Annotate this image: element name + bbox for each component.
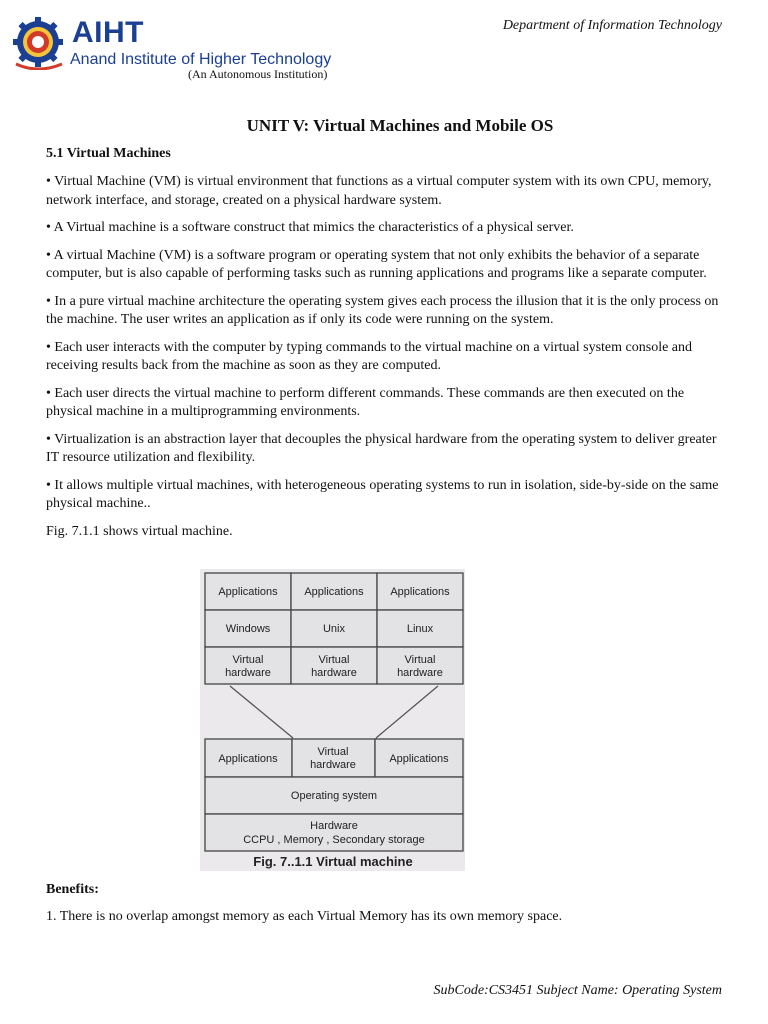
paragraph: • Virtualization is an abstraction layer that decouples the physical hardware from the operating system to deliver greater IT resource utilization and flexibility. (46, 431, 717, 465)
vm3-virtual-label: Virtual (404, 654, 436, 666)
vm1-hardware-label: hardware (225, 667, 271, 679)
host-hardware-label: hardware (310, 759, 356, 771)
paragraph: • Virtual Machine (VM) is virtual environment that functions as a virtual computer system with its own CPU, memory, network interface, and storage, created on a physical hardware system. (46, 174, 712, 208)
vm2-virtual-label: Virtual (318, 654, 350, 666)
benefits-heading: Benefits: (46, 882, 99, 897)
paragraph: • Each user interacts with the computer by typing commands to the virtual machine on a virtual system console and receiving results back from the machine as soon as they are computed. (46, 339, 693, 373)
section-body (46, 173, 722, 550)
hardware-label: Hardware (310, 820, 358, 832)
vm2-applications-label: Applications (304, 586, 364, 598)
vm3-applications-label: Applications (390, 586, 450, 598)
operating-system-label: Operating system (290, 790, 378, 802)
host-virtual-label: Virtual (317, 746, 349, 758)
section-heading: 5.1 Virtual Machines (46, 146, 171, 161)
virtual-machine-figure (200, 569, 465, 871)
paragraph: • A Virtual machine is a software construct that mimics the characteristics of a physical server. (46, 220, 574, 235)
institute-abbreviation: AIHT (72, 16, 144, 49)
paragraph: • A virtual Machine (VM) is a software program or operating system that not only exhibits the behavior of a separate computer, but is also capable of performing tasks such as running applications and programs like a separate computer. (46, 247, 707, 281)
vm1-applications-label: Applications (218, 586, 278, 598)
benefit-item: 1. There is no overlap amongst memory as each Virtual Memory has its own memory space. (46, 909, 563, 924)
vm3-os-label: Linux (406, 623, 434, 635)
college-logo-icon (12, 14, 72, 70)
vm1-os-label: Windows (225, 623, 271, 635)
vm1-virtual-label: Virtual (232, 654, 264, 666)
institute-name: Anand Institute of Higher Technology (70, 51, 332, 68)
figure-caption: Fig. 7..1.1 Virtual machine (253, 854, 413, 869)
host-applications-right-label: Applications (389, 753, 449, 765)
unit-title: UNIT V: Virtual Machines and Mobile OS (246, 116, 554, 135)
paragraph: • It allows multiple virtual machines, with heterogeneous operating systems to run in isolation, side-by-side on the same physical machine.. (46, 477, 719, 511)
hardware-components-label: CCPU , Memory , Secondary storage (243, 834, 425, 846)
page-footer: SubCode:CS3451 Subject Name: Operating System (433, 983, 722, 998)
department-name: Department of Information Technology (502, 18, 722, 33)
vm2-os-label: Unix (322, 623, 346, 635)
vm2-hardware-label: hardware (311, 667, 357, 679)
figure-reference: Fig. 7.1.1 shows virtual machine. (46, 523, 233, 539)
paragraph: • In a pure virtual machine architecture the operating system gives each process the illusion that it is the only process on the machine. The user writes an application as if only its code were running on the system. (46, 293, 719, 327)
institute-subtitle: (An Autonomous Institution) (188, 67, 328, 81)
vm3-hardware-label: hardware (397, 667, 443, 679)
paragraph: • Each user directs the virtual machine to perform different commands. These commands are then executed on the physical machine in a multiprogramming environments. (46, 385, 685, 419)
host-applications-left-label: Applications (218, 753, 278, 765)
